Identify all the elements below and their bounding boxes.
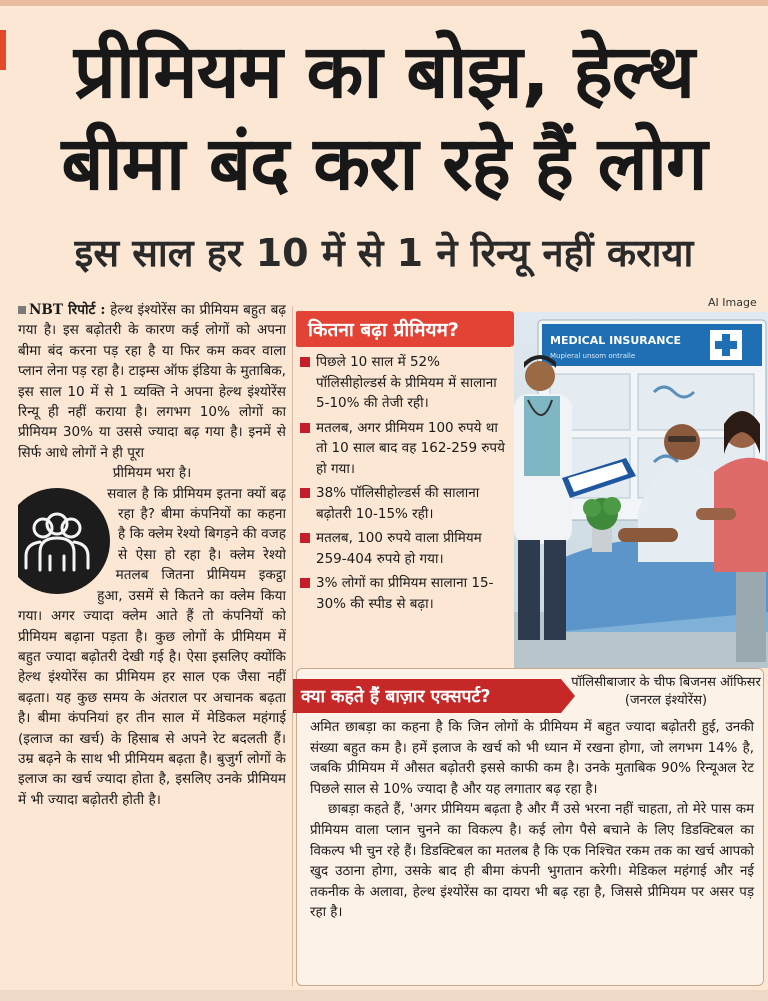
premium-bullets [298,352,508,618]
expert-role: पॉलिसीबाजार के चीफ बिजनस ऑफिसर (जनरल इंश्योरेंस) [571,675,761,708]
sign-subtitle: Mupieral unsom ontralle [550,352,636,360]
premium-bullet: मतलब, अगर प्रीमियम 100 रुपये था तो 10 साल बाद वह 162-259 रुपये हो गया। [298,418,508,480]
article-paragraph-2-block [18,484,286,811]
top-border-strip [0,0,768,6]
article-paragraph-1-end: प्रीमियम भरा है। [112,465,192,482]
article-paragraph-1-text: हेल्थ इंश्योरेंस का प्रीमियम बहुत बढ़ गया है। इस बढ़ोतरी के कारण कई लोगों को अपना बीमा बंद करना पड़ रहा है या फिर कम कवर वाला प्लान लेना पड़ रहा है। टाइम्स ऑफ इंडिया के मुताबिक, इस साल 10 में से 1 व्यक्ति ने अपना हेल्थ इंश्योरेंस रिन्यू ही नहीं कराया है। लगभग 10% लोगों का प्रीमियम 30% या उससे ज्यादा बढ़ गया है। इनमें से सिर्फ आधे लोगों ने ही पूरा [18,302,286,461]
premium-bullet: मतलब, 100 रुपये वाला प्रीमियम 259-404 रुपये हो गया। [298,528,508,569]
article-paragraph-1 [18,300,286,463]
subheadline: इस साल हर 10 में से 1 ने रिन्यू नहीं कराया [74,231,694,275]
doctor-patient-illustration [514,312,768,668]
premium-bullet: पिछले 10 साल में 52% पॉलिसीहोल्डर्स के प्रीमियम में सालाना 5-10% की तेजी रही। [298,352,508,414]
article-paragraph-2: सवाल है कि प्रीमियम इतना क्यों बढ़ रहा है? बीमा कंपनियों का कहना है कि क्लेम रेश्यो बिगड़ने की वजह से ऐसा हो रहा है। क्लेम रेश्यो मतलब जितना प्रीमियम इकट्ठा हुआ, उसमें से कितने का क्लेम किया गया। अगर ज्यादा क्लेम आते हैं तो कंपनियों को प्रीमियम बढ़ाना पड़ता है। कुछ लोगों के प्रीमियम में बहुत ज्यादा बढ़ोतरी देखी गई है। ऐसा इसलिए क्योंकि हेल्थ इंश्योरेंस का प्रीमियम हर साल एक जैसा नहीं बढ़ता। यह कुछ समय के अंतराल पर अचानक बढ़ता है। बीमा कंपनियां हर तीन साल में मेडिकल महंगाई (इलाज का खर्च) के हिसाब से अपने रेट बदलती हैं। उम्र बढ़ने के साथ भी प्रीमियम बढ़ता है। बुजुर्ग लोगों के इलाज का खर्च ज्यादा होता है, इसलिए उनके प्रीमियम में भी ज्यादा बढ़ोतरी होती है। [18,485,286,808]
headline-line-2: बीमा बंद करा रहे हैं लोग [61,121,707,207]
expert-text [310,718,754,924]
byline-square-icon [18,306,26,314]
ai-image-label: AI Image [708,296,757,309]
left-accent-strip [0,30,6,70]
sign-title: MEDICAL INSURANCE [550,334,682,347]
column-divider [292,306,293,986]
bottom-edge [0,990,768,1001]
people-silhouettes-icon [18,506,96,576]
headline [12,26,756,210]
premium-box-title: कितना बढ़ा प्रीमियम? [296,311,512,347]
byline: NBT रिपोर्ट : [29,302,106,318]
expert-paragraph-1: अमित छाबड़ा का कहना है कि जिन लोगों के प्रीमियम में बहुत ज्यादा बढ़ोतरी हुई, उनकी संख्या बहुत कम है। हमें इलाज के खर्च को भी ध्यान में रखना होगा, जो लगभग 14% है, जबकि प्रीमियम में औसत बढ़ोतरी इससे काफी कम है। उनके मुताबिक 90% रिन्यूअल रेट पिछले साल से 10% ज्यादा है और यह लगातार बढ़ रहा है। [310,720,754,797]
premium-bullet: 38% पॉलिसीहोल्डर्स की सालाना बढ़ोतरी 10-15% रही। [298,483,508,524]
headline-line-1: प्रीमियम का बोझ, हेल्थ [73,29,695,115]
article-left-column [18,300,286,990]
expert-box-title: क्या कहते हैं बाज़ार एक्सपर्ट? [293,679,561,713]
hospital-illustration [514,312,768,668]
premium-bullet: 3% लोगों का प्रीमियम सालाना 15-30% की स्पीड से बढ़ा। [298,573,508,614]
expert-paragraph-2: छाबड़ा कहते हैं, 'अगर प्रीमियम बढ़ता है और मैं उसे भरना नहीं चाहता, तो मेरे पास कम प्रीमियम वाला प्लान चुनने का विकल्प है। कई लोग पैसे बचाने के लिए डिडक्टिबल का विकल्प भी चुन रहे हैं। डिडक्टिबल का मतलब है कि एक निश्चित रकम तक का खर्च आपको खुद उठाना होगा, उसके बाद ही बीमा कंपनी भुगतान करेगी। मेडिकल महंगाई और नई तकनीक के अलावा, हेल्थ इंश्योरेंस का दायरा भी बढ़ रहा है, जिससे प्रीमियम पर असर पड़ रहा है। [310,802,754,921]
